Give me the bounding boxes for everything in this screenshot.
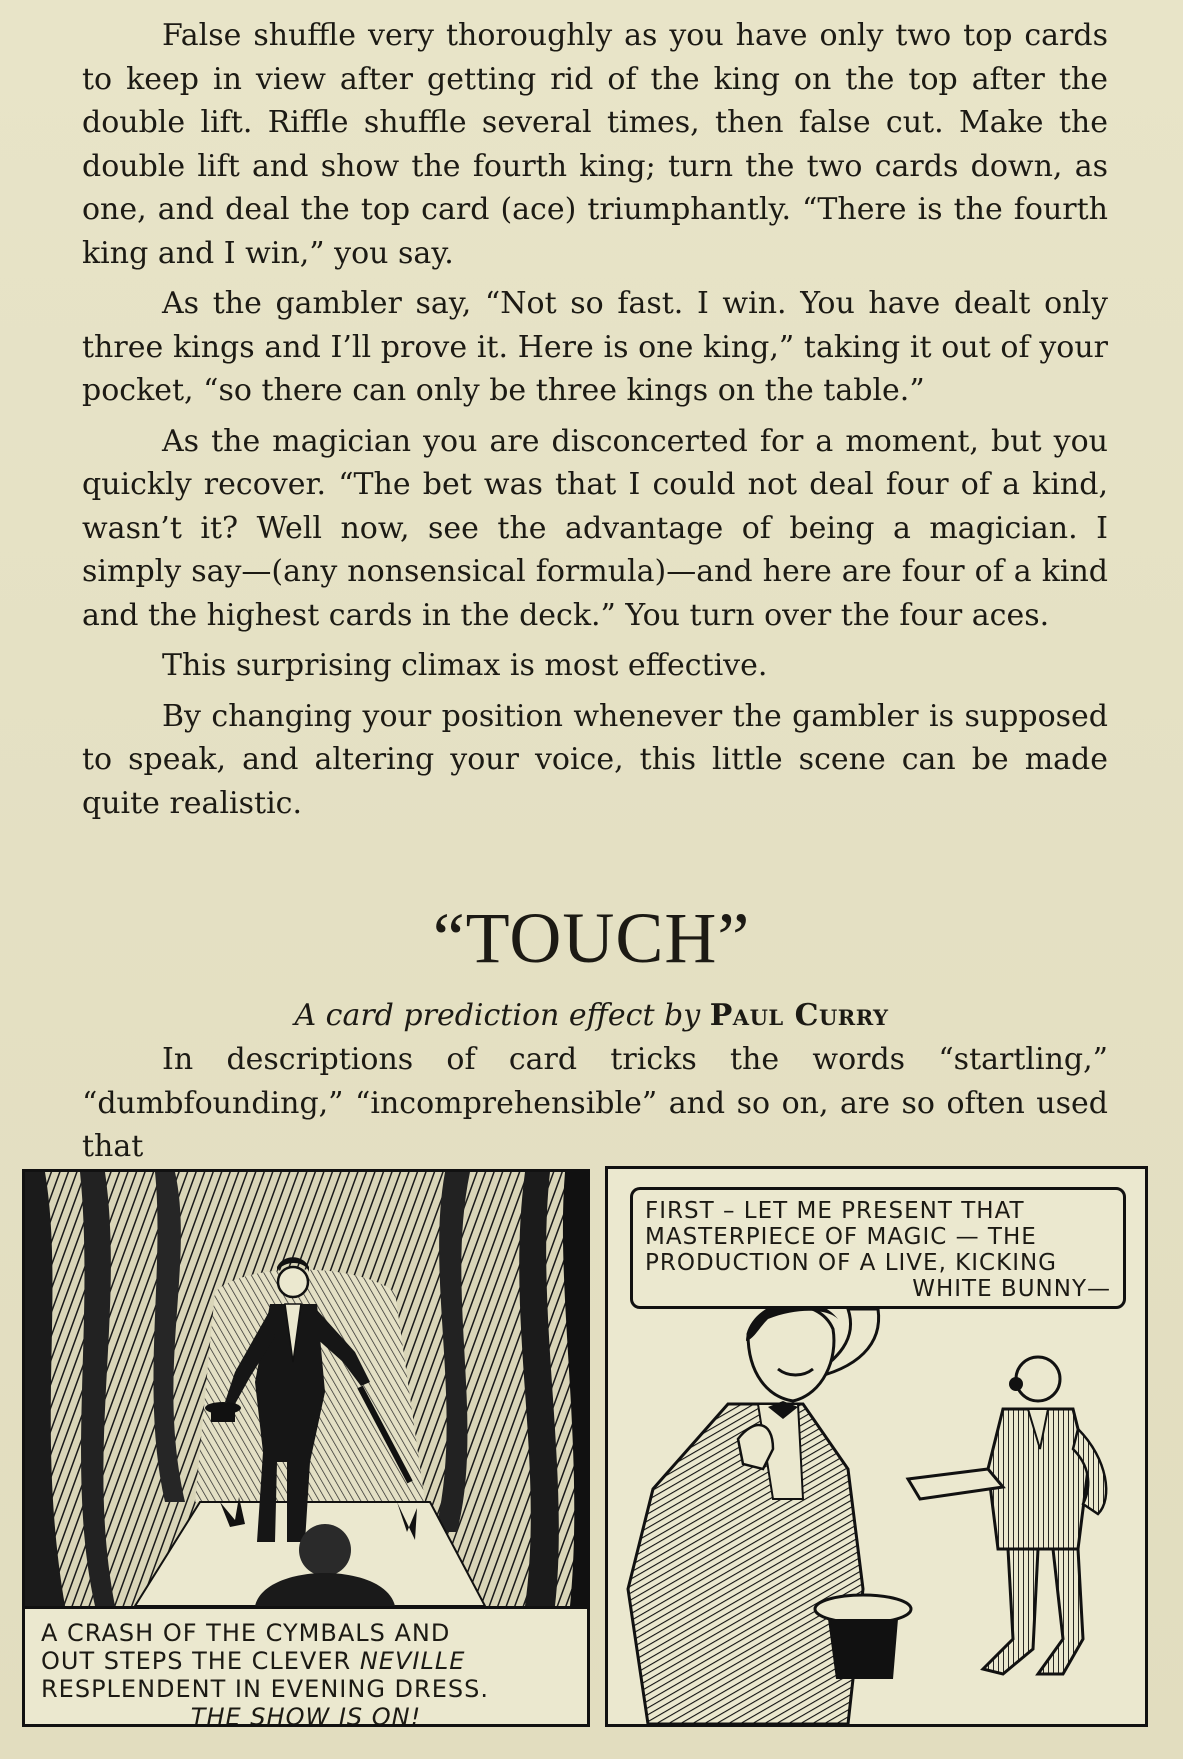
body-text-intro	[82, 1038, 1108, 1169]
comic-caption	[25, 1606, 587, 1727]
balloon-line: FIRST – LET ME PRESENT THAT	[645, 1198, 1025, 1224]
stage-curtain-illustration	[25, 1172, 587, 1606]
section-subtitle	[0, 996, 1183, 1036]
balloon-line: MASTERPIECE OF MAGIC — THE	[645, 1224, 1037, 1250]
caption-line: A CRASH OF THE CYMBALS AND	[41, 1619, 451, 1647]
paragraph: By changing your position whenever the gambler is supposed to speak, and altering your voice, this little scene can be made quite realistic.	[82, 698, 1108, 821]
paragraph: False shuffle very thoroughly as you have only two top cards to keep in view after getting rid of the king on the top after the double lift. Riffle shuffle several times, then false cut. Make the double lift and show the fourth king; turn the two cards down, as one, and deal the top card (ace) triumphantly. “There is the fourth king and I win,” you say.	[82, 18, 1108, 271]
caption-text: OUT STEPS THE CLEVER	[41, 1647, 352, 1675]
comic-panel-magician	[605, 1166, 1148, 1727]
section-title: “TOUCH”	[432, 898, 751, 978]
paragraph: As the gambler say, “Not so fast. I win. You have dealt only three kings and I’ll prove it. Here is one king,” taking it out of your pocket, “so there can only be three kings on the table.”	[82, 286, 1108, 408]
caption-line: THE SHOW IS ON!	[190, 1703, 422, 1727]
balloon-line: WHITE BUNNY—	[912, 1276, 1111, 1302]
subtitle-text: A card prediction effect by	[294, 998, 701, 1033]
paragraph: This surprising climax is most effective.	[162, 648, 768, 683]
caption-name: NEVILLE	[359, 1647, 466, 1675]
caption-line	[41, 1647, 571, 1675]
body-text-top	[82, 14, 1108, 832]
paragraph: In descriptions of card tricks the words “startling,” “dumbfounding,” “incomprehensible” and so on, are so often used that	[82, 1042, 1108, 1164]
speech-balloon	[630, 1187, 1126, 1309]
caption-line: RESPLENDENT IN EVENING DRESS.	[41, 1675, 489, 1703]
paragraph: As the magician you are disconcerted for a moment, but you quickly recover. “The bet was that I could not deal four of a kind, wasn’t it? Well now, see the advantage of being a magician. I simply say—(any nonsensical formula)—and here are four of a kind and the highest cards in the deck.” You turn over the four aces.	[82, 423, 1108, 633]
balloon-line: PRODUCTION OF A LIVE, KICKING	[645, 1250, 1058, 1276]
author-name: Paul Curry	[709, 998, 889, 1033]
comic-panel-stage	[22, 1169, 590, 1727]
